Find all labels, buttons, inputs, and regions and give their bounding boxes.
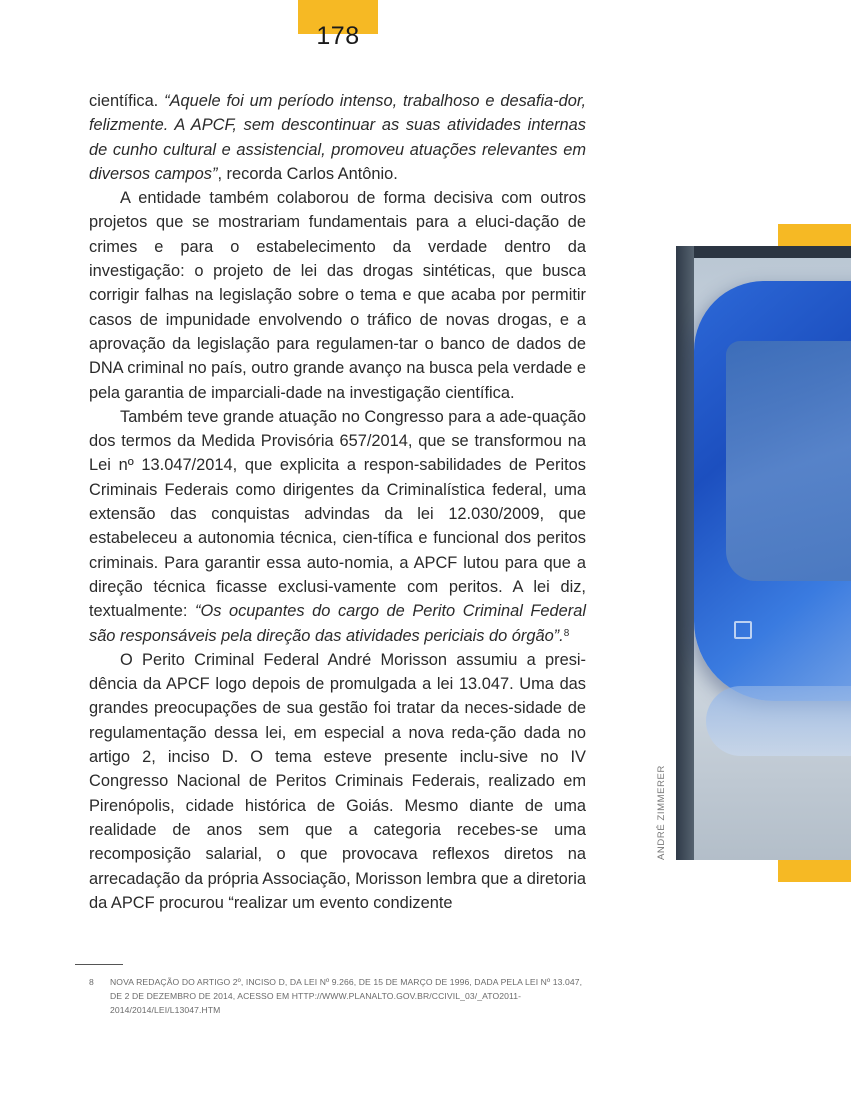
paragraph-3-text: Também teve grande atuação no Congresso para a ade-quação dos termos da Medida Provisória 657/2014, que se transformou na Lei nº 13.047/2014, que explicita a respon-sabilidades de Peritos Criminais Federais como dirigentes da Criminalística federal, uma extensão das conquistas advindas da lei 12.030/2009, que estabeleceu a autonomia técnica, cien-tífica e funcional dos peritos criminais. Para garantir essa auto-nomia, a APCF lutou para que a direção técnica ficasse exclusi-vamente com peritos. A lei diz, textualmente:	[89, 407, 586, 621]
footnote-text: NOVA REDAÇÃO DO ARTIGO 2º, INCISO D, DA LEI Nº 9.266, DE 15 DE MARÇO DE 1996, DADA PELA LEI Nº 13.047, DE 2 DE DEZEMBRO DE 2014, ACESSO EM HTTP://WWW.PLANALTO.GOV.BR/CCIVIL_03/_ATO2011-2014/2014/LEI/L13047.HTM	[110, 977, 583, 1015]
paragraph-1	[89, 89, 586, 186]
device-logo-icon	[734, 621, 752, 639]
footnote-reference[interactable]: 8	[563, 627, 570, 639]
photo-shadow-top	[676, 246, 851, 258]
paragraph-2: A entidade também colaborou de forma decisiva com outros projetos que se mostrariam fundamentais para a eluci-dação de crimes e para o estabelecimento da verdade dentro da investigação: o projeto de lei das drogas sintéticas, que busca corrigir falhas na legislação sobre o tema e que acaba por permitir casos de impunidade envolvendo o tráfico de novas drogas, e a aprovação da legislação para regulamen-tar o banco de dados de DNA criminal no país, outro grande avanço na busca pela verdade e pela garantia de imparciali-dade na investigação científica.	[89, 189, 586, 402]
paragraph-1-quote: “Aquele foi um período intenso, trabalhoso e desafia-dor, felizmente. A APCF, sem descontinuar as suas atividades internas de cunho cultural e assistencial, promoveu atuações relevantes em diversos campos”	[89, 92, 587, 183]
device-photo	[676, 246, 851, 860]
photo-accent-band-bottom	[778, 860, 851, 882]
article-body	[89, 89, 586, 915]
paragraph-1-text-b: , recorda Carlos Antônio.	[217, 164, 398, 183]
paragraph-3-quote: “Os ocupantes do cargo de Perito Criminal Federal são responsáveis pela direção das atividades periciais do órgão”.	[89, 602, 586, 645]
paragraph-4: O Perito Criminal Federal André Morisson assumiu a presi-dência da APCF logo depois de promulgada a lei 13.047. Uma das grandes preocupações de sua gestão foi tratar da neces-sidade de regulamentação dessa lei, em especial a nova reda-ção dada no artigo 2, inciso D. O tema esteve presente inclu-sive no IV Congresso Nacional de Peritos Criminais Federais, realizado em Pirenópolis, cidade histórica de Goiás. Mesmo diante de uma realidade de anos sem que a categoria recebes-se uma recomposição salarial, o que provocava reflexos diretos na arrecadação da própria Associação, Morisson lembra que a diretoria da APCF procurou “realizar um evento condizente	[89, 650, 586, 912]
paragraph-3	[89, 405, 586, 648]
photo-accent-band-top	[778, 224, 851, 246]
page-number: 178	[316, 22, 360, 50]
photo-shadow-left	[676, 246, 694, 860]
footnote	[89, 975, 594, 1017]
photo-credit: ANDRÉ ZIMMERER	[656, 765, 667, 860]
device-screen	[726, 341, 851, 581]
paragraph-1-text-a: científica.	[89, 92, 165, 110]
footnote-divider	[75, 964, 123, 965]
footnote-number: 8	[89, 977, 94, 987]
device-base	[706, 686, 851, 756]
